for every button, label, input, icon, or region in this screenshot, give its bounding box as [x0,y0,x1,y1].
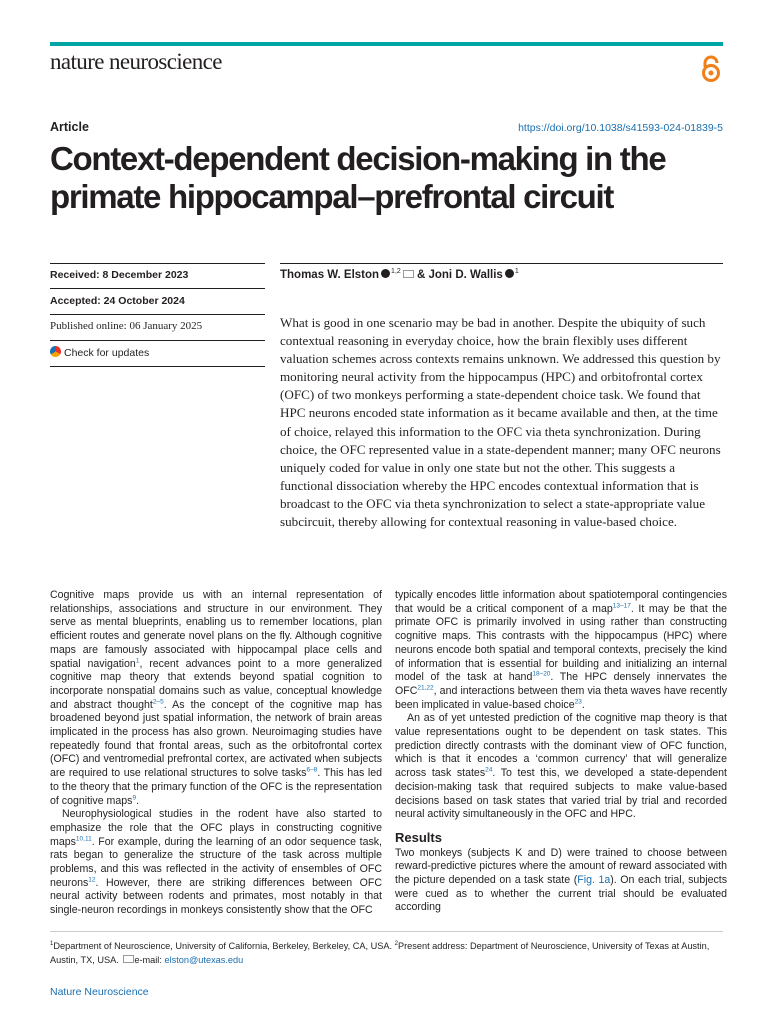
body-paragraph: Two monkeys (subjects K and D) were trained to choose between reward-predictive pictures where the amount of reward associated with the picture depended on a task state (Fig. 1a). On each trial, subjects were cued as to whether the current trial should be evaluated according [395,846,727,914]
authors-divider [280,263,723,264]
orcid-icon[interactable] [505,269,514,278]
citation-link[interactable]: 18–20 [532,670,551,678]
body-column-left [50,589,382,918]
body-paragraph: Neurophysiological studies in the rodent have also started to emphasize the role that the OFC plays in constructing cognitive maps$^{10,11}$. For example, during the learning of an odor sequence task, rats began to generalize the structure of the task across multiple problems, and this was reflected in the activity of ensembles of OFC neurons$^{12}$. However, there are striking differences between OFC neural activity between rodents and primates, most notably in that single-neuron recordings in monkeys consistently show that the OFC [50,808,382,917]
meta-divider [50,288,265,289]
published-date: Published online: 06 January 2025 [50,320,203,332]
meta-divider [50,263,265,264]
article-type-label: Article [50,120,89,134]
body-paragraph: An as of yet untested prediction of the cognitive map theory is that value representations ought to be dependent on task states. This prediction directly contrasts with the dominant view of OFC function, which is that it encodes a ‘common currency’ that will generalize across task states$^{24}$. To test this, we developed a state-dependent decision-making task that required subjects to make value-based decisions based on task states that varied trial by trial and recorded neural activity simultaneously in the OFC and HPC. [395,712,727,821]
citation-link[interactable]: 1 [135,656,140,664]
check-for-updates-icon [50,346,61,357]
affiliation-sup: 1 [514,268,519,275]
footer-journal-name[interactable]: Nature Neuroscience [50,986,149,998]
citation-link[interactable]: 24 [485,766,493,774]
meta-divider [50,314,265,315]
body-paragraph: Cognitive maps provide us with an internal representation of relationships, associations and structure in our environment. They serve as mental blueprints, enabling us to remember locations, plan efficient routes and generate novel plans on the fly. Although cognitive maps are famously associated with hippocampal place cells and spatial navigation$^1$, recent advances point to a more generalized cognitive map theory that extends beyond spatial cognition to incorporate nonspatial domains such as value, conceptual knowledge and abstract thought$^{2-5}$. As the concept of the cognitive map has broadened beyond just spatial information, the network of brain areas implicated in the process has also grown. Neuroimaging studies have repeatedly found that frontal areas, such as the orbitofrontal cortex (OFC) and ventromedial prefrontal cortex, are activated when subjects are required to use relational structures to solve tasks$^{6-8}$. This has led to the theory that the primary function of the OFC is the representation of cognitive maps$^9$. [50,589,383,807]
abstract: What is good in one scenario may be bad in another. Despite the ubiquity of such contextual reasoning in everyday choice, how the brain flexibly uses different valuation schemes across contexts remains unknown. We addressed this question by monitoring neural activity from the hippocampus (HPC) and orbitofrontal cortex (OFC) of two monkeys performing a state-dependent choice task. We found that HPC neurons encoded state information as it became available and then, at the time of choice, relayed this information to the OFC via theta synchronization. During choice, the OFC represented value in a state-dependent manner; many OFC neurons uniquely coded for value in only one state but not the other. This suggests a functional dissociation whereby the HPC encodes contextual information that is broadcast to the OFC via theta synchronization to select a state-appropriate value subcircuit, thereby allowing for contextual reasoning in value-based choice. [280,315,721,530]
email-link[interactable]: elston@utexas.edu [164,955,244,966]
journal-accent-bar [50,42,723,46]
article-title: Context-dependent decision-making in the primate hippocampal–prefrontal circuit [50,140,666,215]
footnote-divider [50,931,723,932]
meta-divider [50,366,265,367]
section-heading-results: Results [395,829,442,845]
received-date: Received: 8 December 2023 [50,269,189,281]
affiliation-sup: 1,2 [391,268,401,275]
journal-name: nature neuroscience [50,49,222,74]
orcid-icon[interactable] [381,269,390,278]
doi-link[interactable]: https://doi.org/10.1038/s41593-024-01839-5 [518,122,723,134]
citation-link[interactable]: 23 [574,698,582,706]
check-for-updates-button[interactable] [50,346,265,359]
body-paragraph: typically encodes little information about spatiotemporal contingencies that would be a critical component of a map$^{13-17}$. It may be that the primate OFC is primarily involved in using rather than constructing cognitive maps. This contrasts with the hippocampus (HPC) where neurons encode both spatial and temporal contexts, precisely the kind of information that is essential for building and initializing an internal model of the task at hand$^{18-20}$. The HPC densely innervates the OFC$^{21,22}$, and interactions between them via theta waves have recently been implicated in value-based choice$^{23}$. [395,589,727,711]
citation-link[interactable]: 6–8 [306,766,318,774]
open-access-icon [696,54,726,84]
author-name[interactable]: Thomas W. Elston [280,268,380,281]
author-list [280,268,519,281]
citation-link[interactable]: 10,11 [75,835,92,843]
citation-link[interactable]: 13–17 [612,602,631,610]
meta-divider [50,340,265,341]
author-name[interactable]: Joni D. Wallis [428,268,503,281]
body-column-right [395,589,727,915]
check-for-updates-label: Check for updates [64,347,150,359]
affiliations-footnote: $^1$Department of Neuroscience, University of California, Berkeley, Berkeley, CA, USA. $^2$Present address: Department of Neuroscience, University of Texas at Austin, Austin, TX, USA. e-mail: elston@utexas.edu [50,941,710,966]
citation-link[interactable]: 21,22 [417,684,434,692]
figure-link[interactable]: Fig. 1a [577,874,611,887]
citation-link[interactable]: 12 [88,876,96,884]
citation-link[interactable]: 2–5 [152,698,164,706]
email-icon [123,955,134,963]
citation-link[interactable]: 9 [132,794,137,802]
author-separator: & [413,268,429,281]
accepted-date: Accepted: 24 October 2024 [50,295,185,307]
email-icon[interactable] [403,270,414,278]
